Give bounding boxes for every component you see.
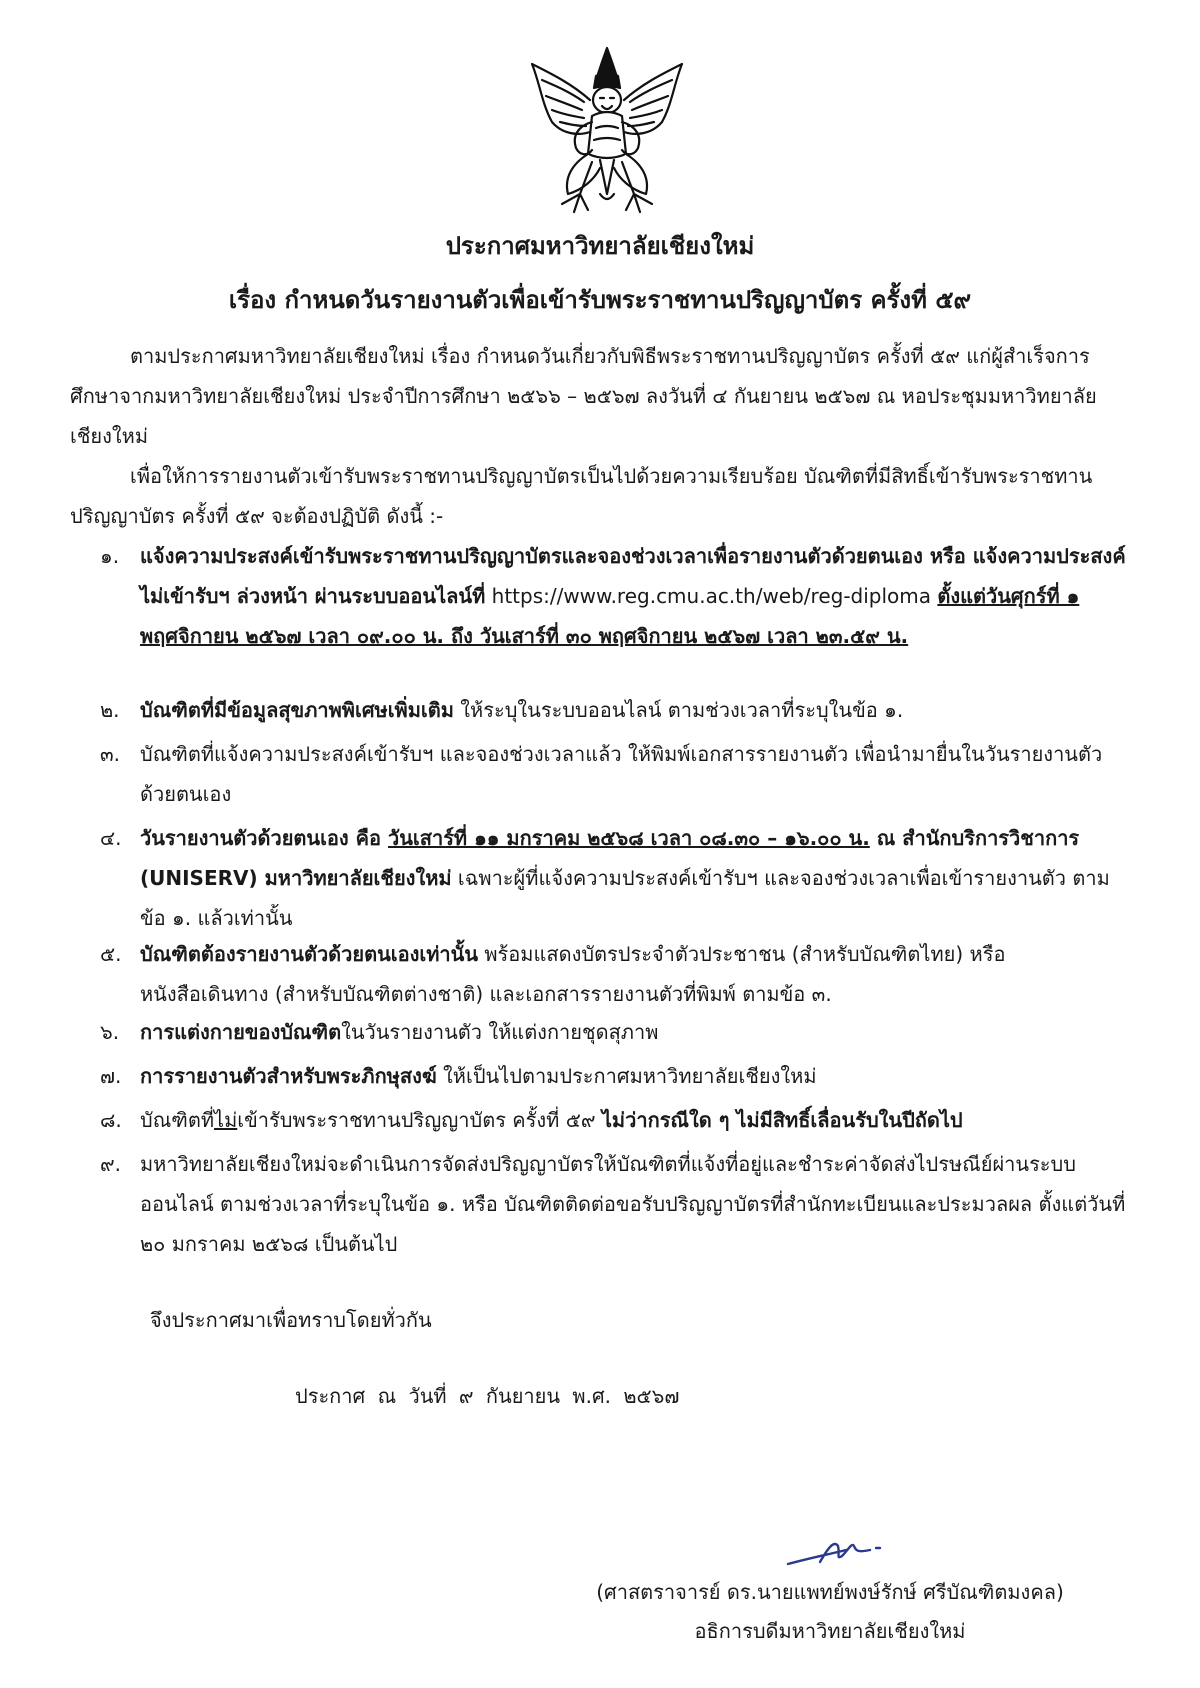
item-5-text: พร้อมแสดงบัตรประจำตัวประชาชน (สำหรับบัณฑิตไทย) หรือ หนังสือเดินทาง (สำหรับบัณฑิตต่างชาติ) และเอกสารรายงานตัวที่พิมพ์ ตามข้อ ๓.	[140, 942, 1006, 1006]
item-8-text-pre: บัณฑิตที่	[140, 1108, 215, 1132]
item-3-text: บัณฑิตที่แจ้งความประสงค์เข้ารับฯ และจองช่วงเวลาแล้ว ให้พิมพ์เอกสารรายงานตัว เพื่อนำมายื่นในวันรายงานตัวด้วยตนเอง	[140, 742, 1103, 806]
signatory-name: (ศาสตราจารย์ ดร.นายแพทย์พงษ์รักษ์ ศรีบัณฑิตมงคล)	[596, 1580, 1064, 1604]
item-number: ๔.	[100, 826, 122, 850]
intro-text-2: เพื่อให้การรายงานตัวเข้ารับพระราชทานปริญญาบัตรเป็นไปด้วยความเรียบร้อย บัณฑิตที่มีสิทธิ์เข้ารับพระราชทานปริญญาบัตร ครั้งที่ ๕๙ จะต้องปฏิบัติ ดังนี้ :-	[70, 464, 1093, 528]
announcement-title: ประกาศมหาวิทยาลัยเชียงใหม่	[445, 232, 755, 260]
item-2-text: ให้ระบุในระบบออนไลน์ ตามช่วงเวลาที่ระบุในข้อ ๑.	[453, 698, 904, 722]
list-item-5	[100, 934, 1130, 1014]
item-1-bold-text: แจ้งความประสงค์เข้ารับพระราชทานปริญญาบัตรและจองช่วงเวลาเพื่อรายงานตัวด้วยตนเอง หรือ แจ้งความประสงค์ไม่เข้ารับฯ ล่วงหน้า ผ่านระบบออนไลน์ที่	[140, 544, 1126, 608]
announcement-subject: เรื่อง กำหนดวันรายงานตัวเพื่อเข้ารับพระราชทานปริญญาบัตร ครั้งที่ ๕๙	[228, 286, 972, 314]
item-7-text: ให้เป็นไปตามประกาศมหาวิทยาลัยเชียงใหม่	[436, 1064, 817, 1088]
item-number: ๘.	[100, 1108, 122, 1132]
item-6-bold-text: การแต่งกายของบัณฑิต	[140, 1020, 342, 1044]
intro-paragraph-2	[70, 456, 1130, 536]
item-5-bold-text: บัณฑิตต้องรายงานตัวด้วยตนเองเท่านั้น	[140, 942, 478, 966]
item-number: ๒.	[100, 698, 120, 722]
item-6-text: ในวันรายงานตัว ให้แต่งกายชุดสุภาพ	[341, 1020, 659, 1044]
signatory-position: อธิการบดีมหาวิทยาลัยเชียงใหม่	[694, 1619, 966, 1643]
list-item-6	[100, 1012, 1130, 1052]
item-8-bold-text: ไม่ว่ากรณีใด ๆ ไม่มีสิทธิ์เลื่อนรับในปีถัดไป	[601, 1108, 963, 1132]
list-item-9	[100, 1144, 1130, 1264]
list-item-1	[100, 536, 1130, 656]
item-number: ๕.	[100, 942, 122, 966]
intro-text-1: ตามประกาศมหาวิทยาลัยเชียงใหม่ เรื่อง กำหนดวันเกี่ยวกับพิธีพระราชทานปริญญาบัตร ครั้งที่ ๕๙ แก่ผู้สำเร็จการศึกษาจากมหาวิทยาลัยเชียงใหม่ ประจำปีการศึกษา ๒๕๖๖ – ๒๕๖๗ ลงวันที่ ๔ กันยายน ๒๕๖๗ ณ หอประชุมมหาวิทยาลัยเชียงใหม่	[70, 344, 1097, 448]
item-8-underlined: ไม่	[214, 1108, 238, 1132]
item-number: ๑.	[100, 544, 120, 568]
list-item-3	[100, 734, 1130, 814]
item-1-period-text: ตั้งแต่วันศุกร์ที่ ๑ พฤศจิกายน ๒๕๖๗ เวลา ๐๙.๐๐ น. ถึง วันเสาร์ที่ ๓๐ พฤศจิกายน ๒๕๖๗ เวลา ๒๓.๕๙ น.	[140, 584, 1080, 648]
item-number: ๖.	[100, 1020, 120, 1044]
item-number: ๓.	[100, 742, 121, 766]
garuda-emblem-icon	[522, 44, 692, 220]
list-item-2	[100, 690, 1130, 730]
item-7-bold-text: การรายงานตัวสำหรับพระภิกษุสงฆ์	[140, 1064, 437, 1088]
item-2-bold-text: บัณฑิตที่มีข้อมูลสุขภาพพิเศษเพิ่มเติม	[140, 698, 454, 722]
item-number: ๙.	[100, 1152, 122, 1176]
item-4-bold-text-2: ณ สำนักบริการวิชาการ (UNISERV) มหาวิทยาลัยเชียงใหม่	[140, 826, 1080, 890]
item-8-text-mid: เข้ารับพระราชทานปริญญาบัตร ครั้งที่ ๕๙	[237, 1108, 602, 1132]
item-4-text: เฉพาะผู้ที่แจ้งความประสงค์เข้ารับฯ และจองช่วงเวลาเพื่อเข้ารายงานตัว ตามข้อ ๑. แล้วเท่านั้น	[140, 866, 1110, 930]
intro-paragraph-1	[70, 336, 1130, 456]
list-item-4	[100, 818, 1130, 938]
item-number: ๗.	[100, 1064, 122, 1088]
item-4-date-text: วันเสาร์ที่ ๑๑ มกราคม ๒๕๖๘ เวลา ๐๘.๓๐ – ๑๖.๐๐ น.	[388, 826, 870, 850]
reg-diploma-link[interactable]: https://www.reg.cmu.ac.th/web/reg-diploma	[485, 584, 932, 608]
list-item-7	[100, 1056, 1130, 1096]
item-4-bold-text-1: วันรายงานตัวด้วยตนเอง คือ	[140, 826, 389, 850]
signature-icon	[780, 1528, 900, 1578]
item-9-text: มหาวิทยาลัยเชียงใหม่จะดำเนินการจัดส่งปริญญาบัตรให้บัณฑิตที่แจ้งที่อยู่และชำระค่าจัดส่งไปรษณีย์ผ่านระบบออนไลน์ ตามช่วงเวลาที่ระบุในข้อ ๑. หรือ บัณฑิตติดต่อขอรับปริญญาบัตรที่สำนักทะเบียนและประมวลผล ตั้งแต่วันที่ ๒๐ มกราคม ๒๕๖๘ เป็นต้นไป	[140, 1152, 1126, 1256]
closing-statement: จึงประกาศมาเพื่อทราบโดยทั่วกัน	[150, 1308, 432, 1332]
list-item-8	[100, 1100, 1130, 1140]
announcement-date: ประกาศ ณ วันที่ ๙ กันยายน พ.ศ. ๒๕๖๗	[295, 1384, 680, 1408]
